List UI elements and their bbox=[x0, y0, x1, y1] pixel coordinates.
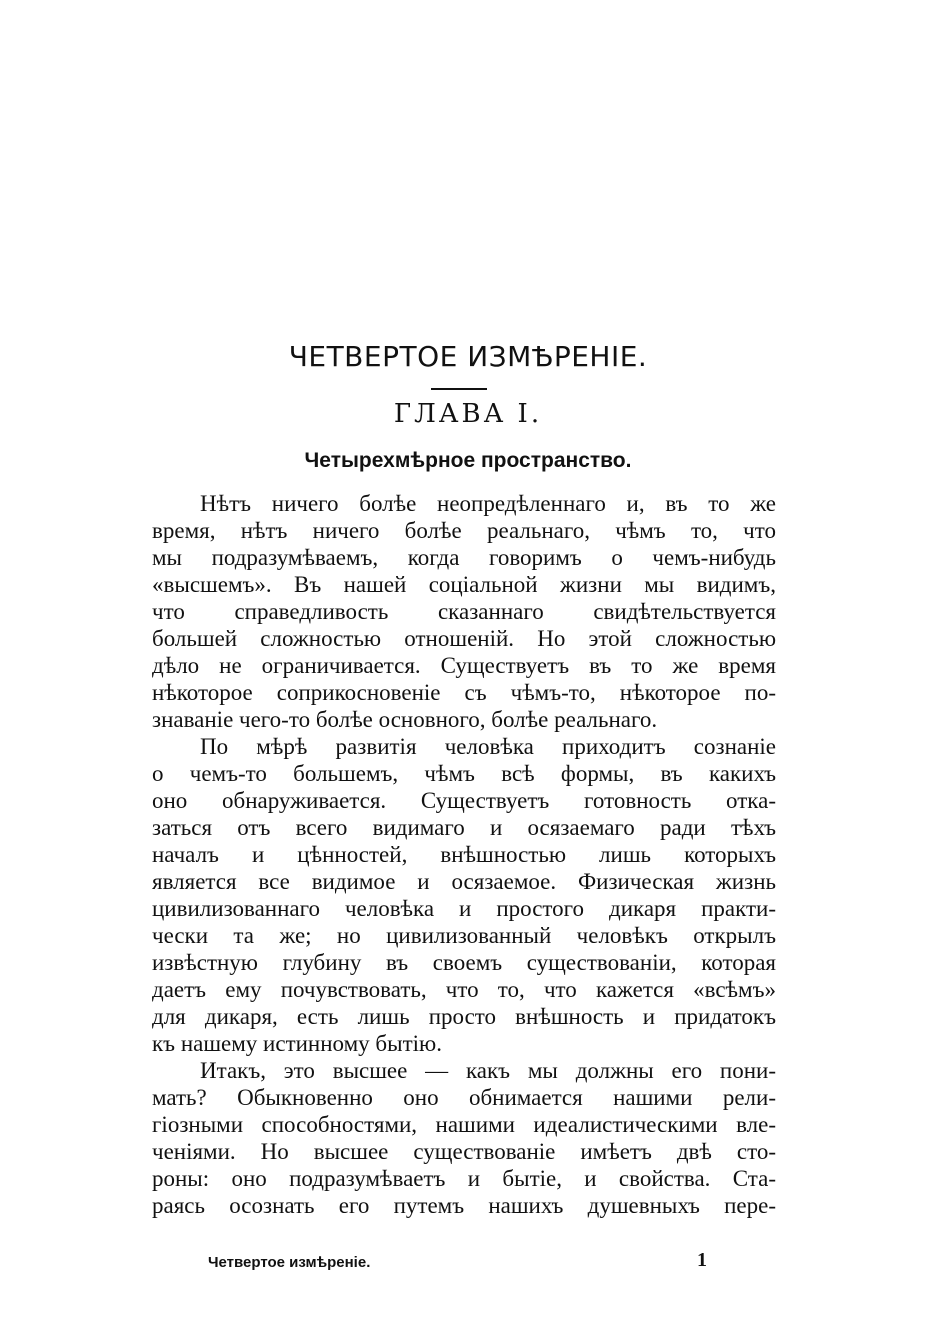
text-line: извѣстную глубину въ своемъ существованіи, которая bbox=[152, 950, 776, 975]
text-line: является все видимое и осязаемое. Физическая жизнь bbox=[152, 869, 776, 894]
book-title: ЧЕТВЕРТОЕ ИЗМѢРЕНІЕ. bbox=[288, 340, 648, 373]
text-line: нѣкоторое соприкосновеніе съ чѣмъ-то, нѣкоторое по- bbox=[152, 680, 776, 705]
chapter-subtitle: Четырехмѣрное пространство. bbox=[304, 449, 632, 472]
text-line: оно обнаруживается. Существуетъ готовность отка- bbox=[152, 788, 776, 813]
text-line: къ нашему истинному бытію. bbox=[152, 1031, 442, 1056]
page-number: 1 bbox=[697, 1249, 707, 1271]
text-line: заться отъ всего видимаго и осязаемаго ради тѣхъ bbox=[152, 815, 776, 840]
text-line: гіозными способностями, нашими идеалистическими вле- bbox=[152, 1112, 776, 1137]
text-line: что справедливость сказаннаго свидѣтельствуется bbox=[152, 599, 776, 624]
text-line: раясь осознать его путемъ нашихъ душевныхъ пере- bbox=[152, 1193, 776, 1218]
text-line: Нѣтъ ничего болѣе неопредѣленнаго и, въ то же bbox=[200, 491, 776, 516]
chapter-heading: ГЛАВА I. bbox=[393, 399, 543, 429]
text-line: По мѣрѣ развитія человѣка приходитъ сознаніе bbox=[200, 734, 776, 759]
text-line: дѣло не ограничивается. Существуетъ въ то же время bbox=[152, 653, 776, 678]
text-line: время, нѣтъ ничего болѣе реальнаго, чѣмъ то, что bbox=[152, 518, 776, 543]
paragraph bbox=[152, 490, 776, 733]
text-line: мы подразумѣваемъ, когда говоримъ о чемъ-нибудь bbox=[152, 545, 776, 570]
text-line: Итакъ, это высшее — какъ мы должны его пони- bbox=[200, 1058, 776, 1083]
paragraph bbox=[152, 733, 776, 1057]
title-divider bbox=[431, 388, 487, 390]
text-line: роны: оно подразумѣваетъ и бытіе, и свойства. Ста- bbox=[152, 1166, 776, 1191]
text-line: цивилизованнаго человѣка и простого дикаря практи- bbox=[152, 896, 776, 921]
text-line: о чемъ-то большемъ, чѣмъ всѣ формы, въ какихъ bbox=[152, 761, 776, 786]
paragraph bbox=[152, 1057, 776, 1219]
text-line: даетъ ему почувствовать, что то, что кажется «всѣмъ» bbox=[152, 977, 776, 1002]
body-text bbox=[152, 490, 776, 1219]
text-line: «высшемъ». Въ нашей соціальной жизни мы видимъ, bbox=[152, 572, 776, 597]
running-footer-title: Четвертое измѣреніе. bbox=[208, 1254, 371, 1271]
text-line: чески та же; но цивилизованный человѣкъ открылъ bbox=[152, 923, 776, 948]
text-line: началъ и цѣнностей, внѣшностью лишь которыхъ bbox=[152, 842, 776, 867]
text-line: большей сложностью отношеній. Но этой сложностью bbox=[152, 626, 776, 651]
text-line: знаваніе чего-то болѣе основного, болѣе реальнаго. bbox=[152, 707, 658, 732]
text-line: ченіями. Но высшее существованіе имѣетъ двѣ сто- bbox=[152, 1139, 776, 1164]
text-line: мать? Обыкновенно оно обнимается нашими рели- bbox=[152, 1085, 776, 1110]
text-line: для дикаря, есть лишь просто внѣшность и придатокъ bbox=[152, 1004, 776, 1029]
